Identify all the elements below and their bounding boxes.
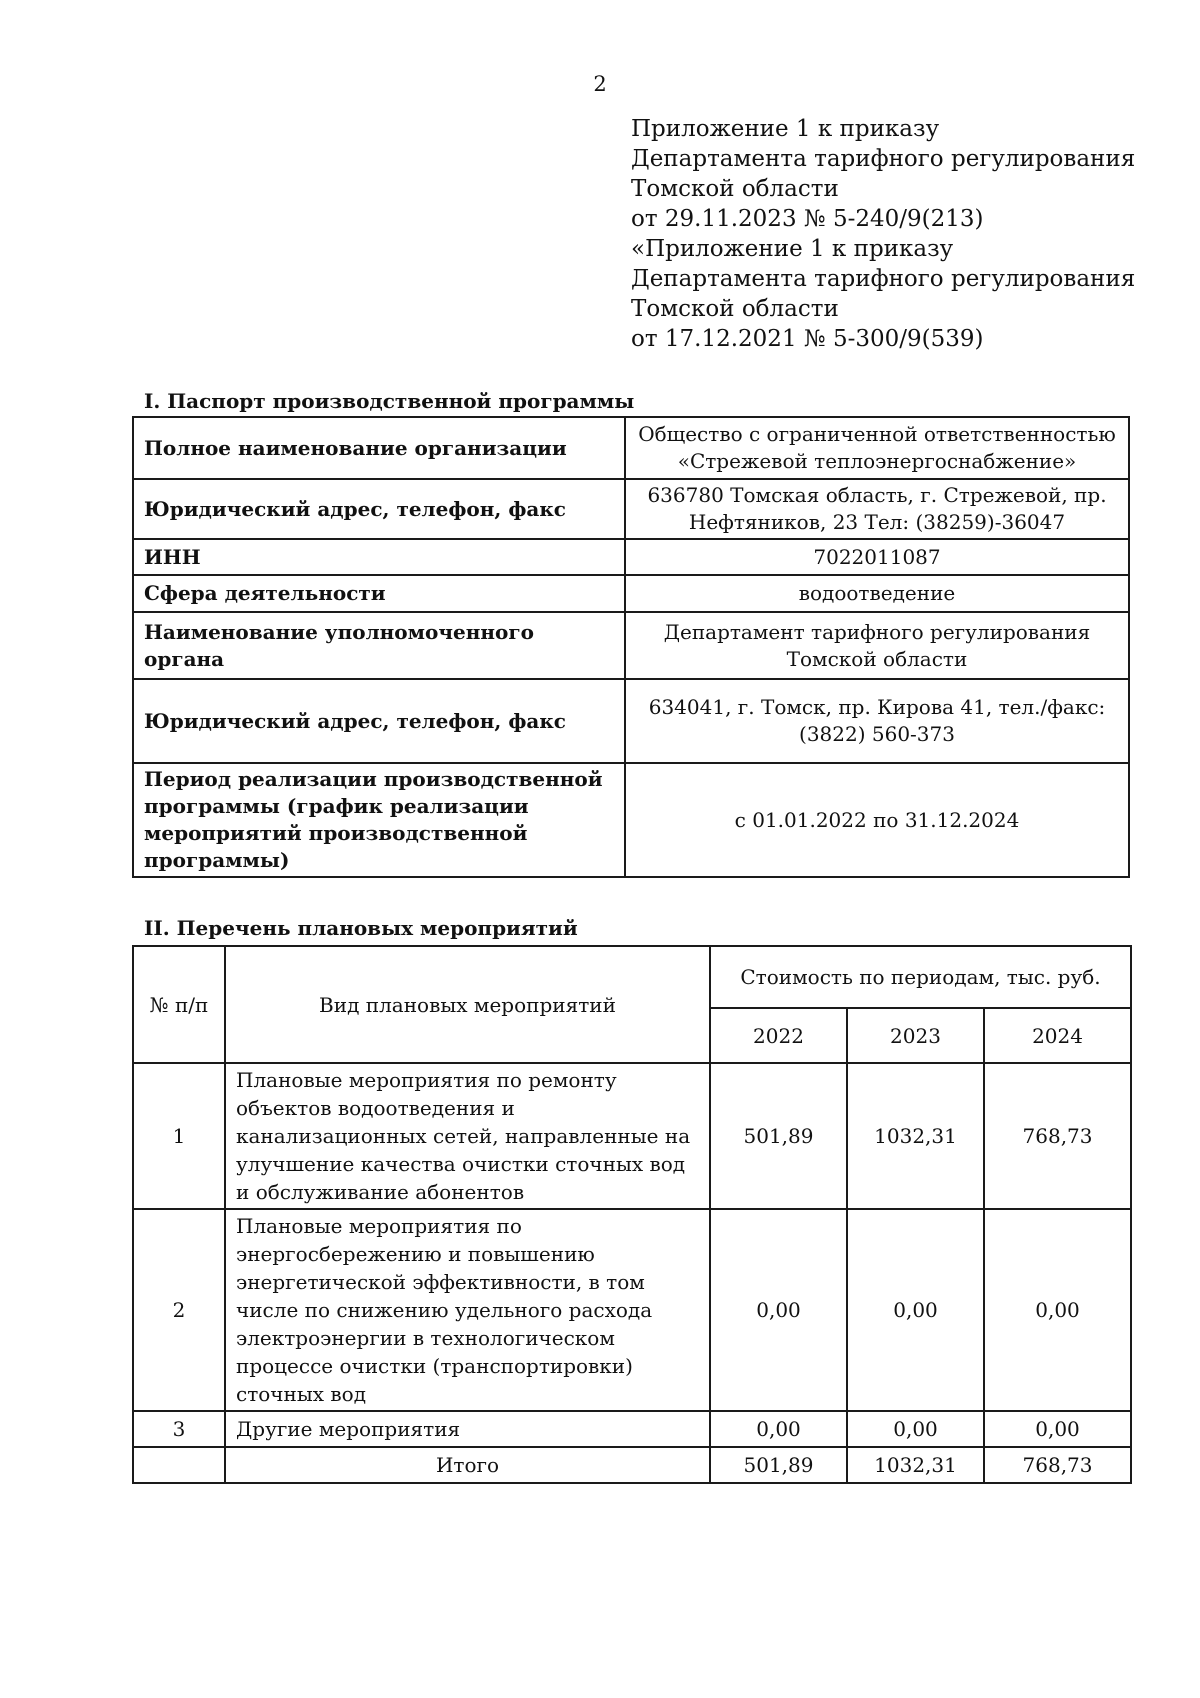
passport-label: Полное наименование организации bbox=[133, 417, 625, 479]
plan-table bbox=[132, 945, 1132, 1484]
cost-cell: 0,00 bbox=[847, 1209, 984, 1411]
cost-cell: 501,89 bbox=[710, 1063, 847, 1209]
table-row bbox=[133, 1411, 1131, 1447]
col-header-year: 2024 bbox=[984, 1008, 1131, 1063]
col-header-kind: Вид плановых мероприятий bbox=[225, 946, 710, 1063]
passport-table bbox=[132, 416, 1130, 878]
passport-label: Наименование уполномоченного органа bbox=[133, 612, 625, 679]
passport-value: водоотведение bbox=[625, 575, 1129, 612]
passport-label: Юридический адрес, телефон, факс bbox=[133, 679, 625, 763]
col-header-year: 2023 bbox=[847, 1008, 984, 1063]
table-row bbox=[133, 1209, 1131, 1411]
col-header-cost: Стоимость по периодам, тыс. руб. bbox=[710, 946, 1131, 1008]
row-number-empty bbox=[133, 1447, 225, 1483]
table-total-row bbox=[133, 1447, 1131, 1483]
table-row bbox=[133, 763, 1129, 877]
total-cell: 501,89 bbox=[710, 1447, 847, 1483]
row-number: 1 bbox=[133, 1063, 225, 1209]
table-row bbox=[133, 539, 1129, 575]
total-cell: 768,73 bbox=[984, 1447, 1131, 1483]
table-row bbox=[133, 417, 1129, 479]
appendix-line: «Приложение 1 к приказу bbox=[631, 236, 954, 262]
page-number: 2 bbox=[593, 72, 607, 96]
row-number: 2 bbox=[133, 1209, 225, 1411]
table-row bbox=[133, 479, 1129, 539]
cost-cell: 768,73 bbox=[984, 1063, 1131, 1209]
appendix-line: Томской области bbox=[631, 176, 839, 202]
cost-cell: 1032,31 bbox=[847, 1063, 984, 1209]
col-header-year: 2022 bbox=[710, 1008, 847, 1063]
appendix-line: Департамента тарифного регулирования bbox=[631, 266, 1136, 292]
section-2-title: II. Перечень плановых мероприятий bbox=[144, 916, 578, 940]
passport-label: Юридический адрес, телефон, факс bbox=[133, 479, 625, 539]
table-row bbox=[133, 679, 1129, 763]
total-cell: 1032,31 bbox=[847, 1447, 984, 1483]
passport-value: 634041, г. Томск, пр. Кирова 41, тел./факс: (3822) 560-373 bbox=[625, 679, 1129, 763]
appendix-header bbox=[631, 114, 1135, 354]
cost-cell: 0,00 bbox=[984, 1209, 1131, 1411]
table-row bbox=[133, 1063, 1131, 1209]
section-1-title: I. Паспорт производственной программы bbox=[144, 389, 635, 413]
appendix-line: от 29.11.2023 № 5-240/9(213) bbox=[631, 206, 984, 232]
cost-cell: 0,00 bbox=[984, 1411, 1131, 1447]
row-description: Другие мероприятия bbox=[225, 1411, 710, 1447]
appendix-line: от 17.12.2021 № 5-300/9(539) bbox=[631, 326, 984, 352]
table-header-row bbox=[133, 946, 1131, 1008]
passport-value: 636780 Томская область, г. Стрежевой, пр. Нефтяников, 23 Тел: (38259)-36047 bbox=[625, 479, 1129, 539]
row-description: Плановые мероприятия по ремонту объектов водоотведения и канализационных сетей, направленные на улучшение качества очистки сточных вод и обслуживание абонентов bbox=[225, 1063, 710, 1209]
cost-cell: 0,00 bbox=[710, 1411, 847, 1447]
row-number: 3 bbox=[133, 1411, 225, 1447]
cost-cell: 0,00 bbox=[847, 1411, 984, 1447]
passport-label: Сфера деятельности bbox=[133, 575, 625, 612]
cost-cell: 0,00 bbox=[710, 1209, 847, 1411]
passport-value: 7022011087 bbox=[625, 539, 1129, 575]
passport-value: Департамент тарифного регулирования Томской области bbox=[625, 612, 1129, 679]
appendix-line: Томской области bbox=[631, 296, 839, 322]
passport-label: ИНН bbox=[133, 539, 625, 575]
appendix-line: Приложение 1 к приказу bbox=[631, 116, 940, 142]
passport-value: Общество с ограниченной ответственностью «Стрежевой теплоэнергоснабжение» bbox=[625, 417, 1129, 479]
total-label: Итого bbox=[225, 1447, 710, 1483]
table-row bbox=[133, 612, 1129, 679]
table-row bbox=[133, 575, 1129, 612]
passport-label: Период реализации производственной программы (график реализации мероприятий производственной программы) bbox=[133, 763, 625, 877]
row-description: Плановые мероприятия по энергосбережению и повышению энергетической эффективности, в том числе по снижению удельного расхода электроэнергии в технологическом процессе очистки (транспортировки) сточных вод bbox=[225, 1209, 710, 1411]
passport-value: с 01.01.2022 по 31.12.2024 bbox=[625, 763, 1129, 877]
appendix-line: Департамента тарифного регулирования bbox=[631, 146, 1136, 172]
col-header-num: № п/п bbox=[133, 946, 225, 1063]
